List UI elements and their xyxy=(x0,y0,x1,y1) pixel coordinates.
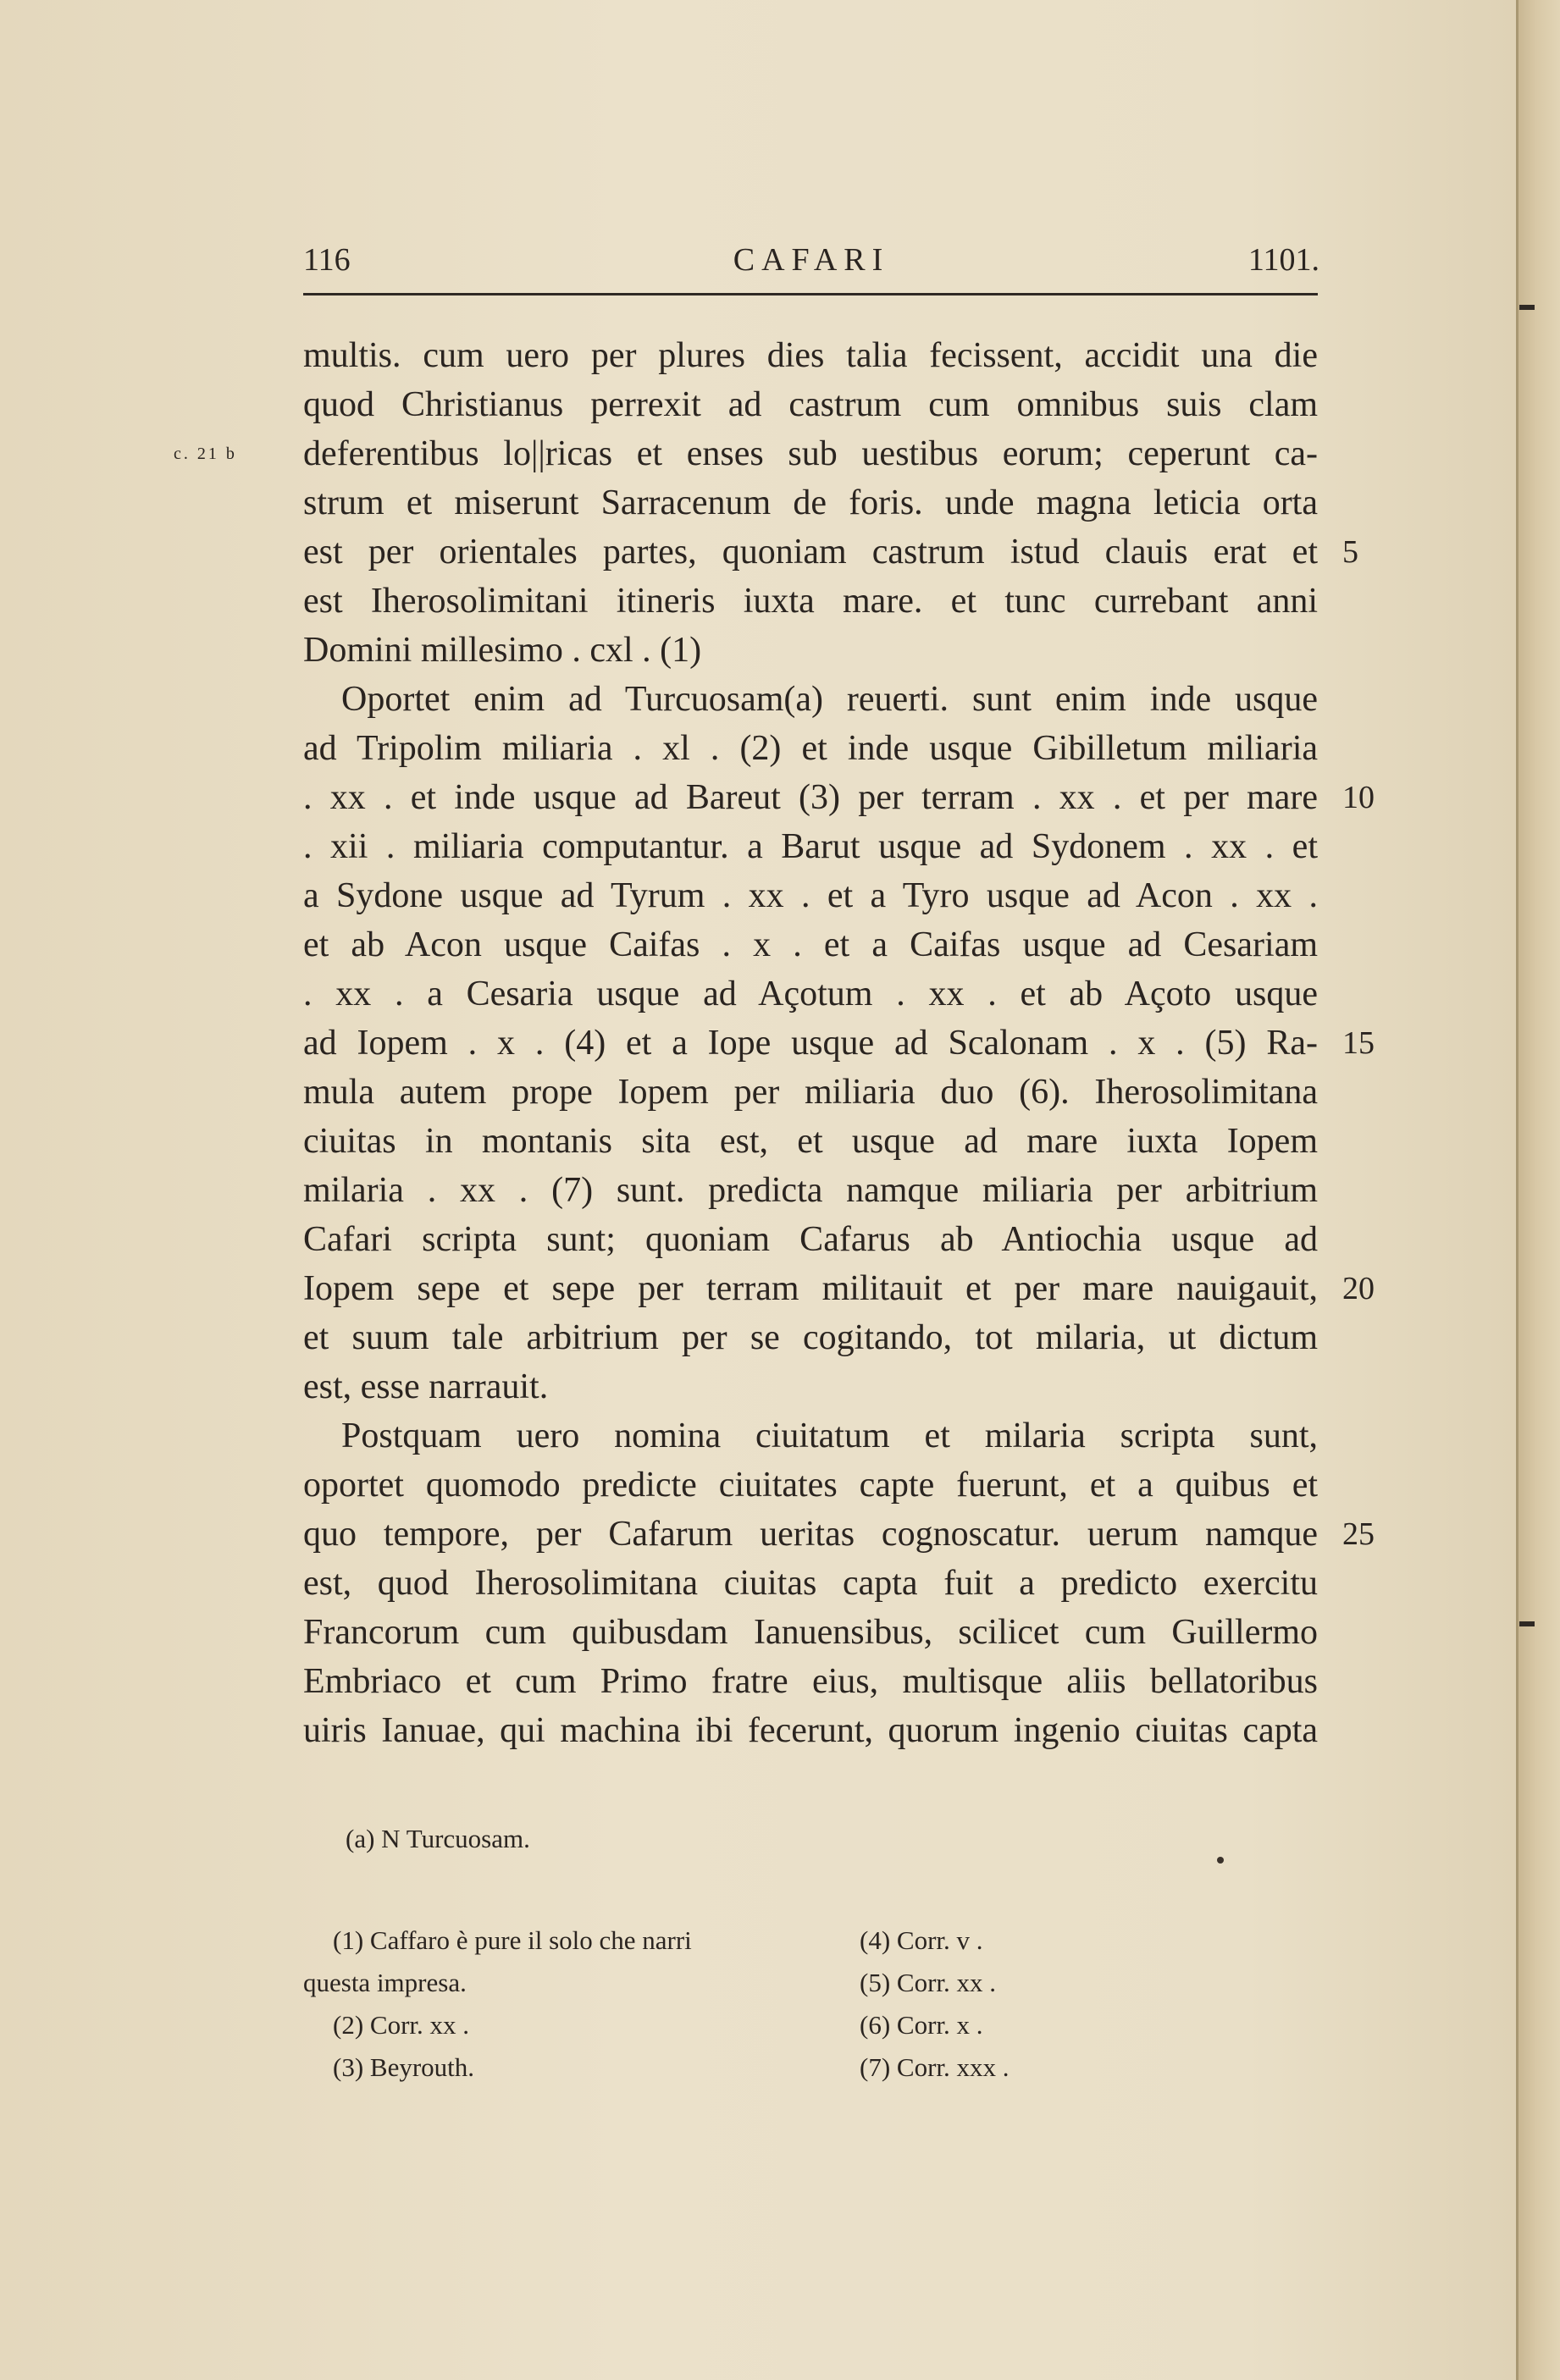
line-number: 10 xyxy=(1342,780,1375,815)
text-line: deferentibus lo||ricas et enses sub uestibus eorum; ceperunt ca- xyxy=(303,434,1318,473)
text-line: Domini millesimo . cxl . (1) xyxy=(303,631,702,670)
text-line: quod Christianus perrexit ad castrum cum omnibus suis clam xyxy=(303,385,1318,424)
footnote: (3) Beyrouth. xyxy=(333,2052,475,2082)
text-line: . xx . et inde usque ad Bareut (3) per terram . xx . et per mare xyxy=(303,778,1318,817)
head-rule xyxy=(303,293,1318,295)
line-number: 20 xyxy=(1342,1271,1375,1306)
text-line: ad Iopem . x . (4) et a Iope usque ad Scalonam . x . (5) Ra- xyxy=(303,1024,1318,1063)
line-number: 15 xyxy=(1342,1025,1375,1061)
variant-note: (a) N Turcuosam. xyxy=(346,1824,530,1853)
footnote: (7) Corr. xxx . xyxy=(860,2052,1010,2082)
line-number: 5 xyxy=(1342,534,1358,570)
page-edge xyxy=(1516,0,1560,2380)
footnote: (1) Caffaro è pure il solo che narri xyxy=(333,1925,692,1955)
running-head xyxy=(303,241,1319,292)
text-line: milaria . xx . (7) sunt. predicta namque miliaria per arbitrium xyxy=(303,1171,1318,1210)
text-line: est per orientales partes, quoniam castrum istud clauis erat et xyxy=(303,533,1318,572)
margin-note: c. 21 b xyxy=(174,445,237,463)
text-line: Francorum cum quibusdam Ianuensibus, scilicet cum Guillermo xyxy=(303,1613,1318,1652)
text-line: oportet quomodo predicte ciuitates capte fuerunt, et a quibus et xyxy=(303,1466,1318,1505)
footnote: questa impresa. xyxy=(303,1968,467,1997)
text-line: Oportet enim ad Turcuosam(a) reuerti. sunt enim inde usque xyxy=(341,680,1318,719)
text-line: . xii . miliaria computantur. a Barut usque ad Sydonem . xx . et xyxy=(303,827,1318,866)
line-number: 25 xyxy=(1342,1516,1375,1552)
text-line: a Sydone usque ad Tyrum . xx . et a Tyro usque ad Acon . xx . xyxy=(303,876,1318,915)
footnote: (6) Corr. x . xyxy=(860,2010,983,2040)
binding-tab-mark xyxy=(1519,305,1535,310)
ink-speck xyxy=(1217,1857,1224,1864)
running-head-title: CAFARI xyxy=(733,242,890,278)
text-line: uiris Ianuae, qui machina ibi fecerunt, quorum ingenio ciuitas capta xyxy=(303,1711,1318,1750)
text-line: est Iherosolimitani itineris iuxta mare. et tunc currebant anni xyxy=(303,582,1318,621)
text-line: et ab Acon usque Caifas . x . et a Caifas usque ad Cesariam xyxy=(303,925,1318,964)
text-line: et suum tale arbitrium per se cogitando, tot milaria, ut dictum xyxy=(303,1318,1318,1357)
text-line: ciuitas in montanis sita est, et usque ad mare iuxta Iopem xyxy=(303,1122,1318,1161)
running-head-year: 1101. xyxy=(1247,242,1319,278)
text-line: est, quod Iherosolimitana ciuitas capta fuit a predicto exercitu xyxy=(303,1564,1318,1603)
text-line: Iopem sepe et sepe per terram militauit et per mare nauigauit, xyxy=(303,1269,1318,1308)
footnote: (5) Corr. xx . xyxy=(860,1968,997,1997)
text-line: Postquam uero nomina ciuitatum et milaria scripta sunt, xyxy=(341,1416,1318,1455)
text-line: mula autem prope Iopem per miliaria duo (6). Iherosolimitana xyxy=(303,1073,1318,1112)
text-line: multis. cum uero per plures dies talia fecissent, accidit una die xyxy=(303,336,1318,375)
text-line: quo tempore, per Cafarum ueritas cognoscatur. uerum namque xyxy=(303,1515,1318,1554)
text-line: Embriaco et cum Primo fratre eius, multisque aliis bellatoribus xyxy=(303,1662,1318,1701)
binding-tab-mark xyxy=(1519,1621,1535,1626)
text-line: est, esse narrauit. xyxy=(303,1367,549,1406)
footnote: (4) Corr. v . xyxy=(860,1925,983,1955)
text-line: strum et miserunt Sarracenum de foris. unde magna leticia orta xyxy=(303,483,1318,522)
text-line: . xx . a Cesaria usque ad Açotum . xx . et ab Açoto usque xyxy=(303,975,1318,1013)
footnote: (2) Corr. xx . xyxy=(333,2010,470,2040)
page-number: 116 xyxy=(303,242,351,278)
text-line: ad Tripolim miliaria . xl . (2) et inde usque Gibilletum miliaria xyxy=(303,729,1318,768)
text-line: Cafari scripta sunt; quoniam Cafarus ab Antiochia usque ad xyxy=(303,1220,1318,1259)
